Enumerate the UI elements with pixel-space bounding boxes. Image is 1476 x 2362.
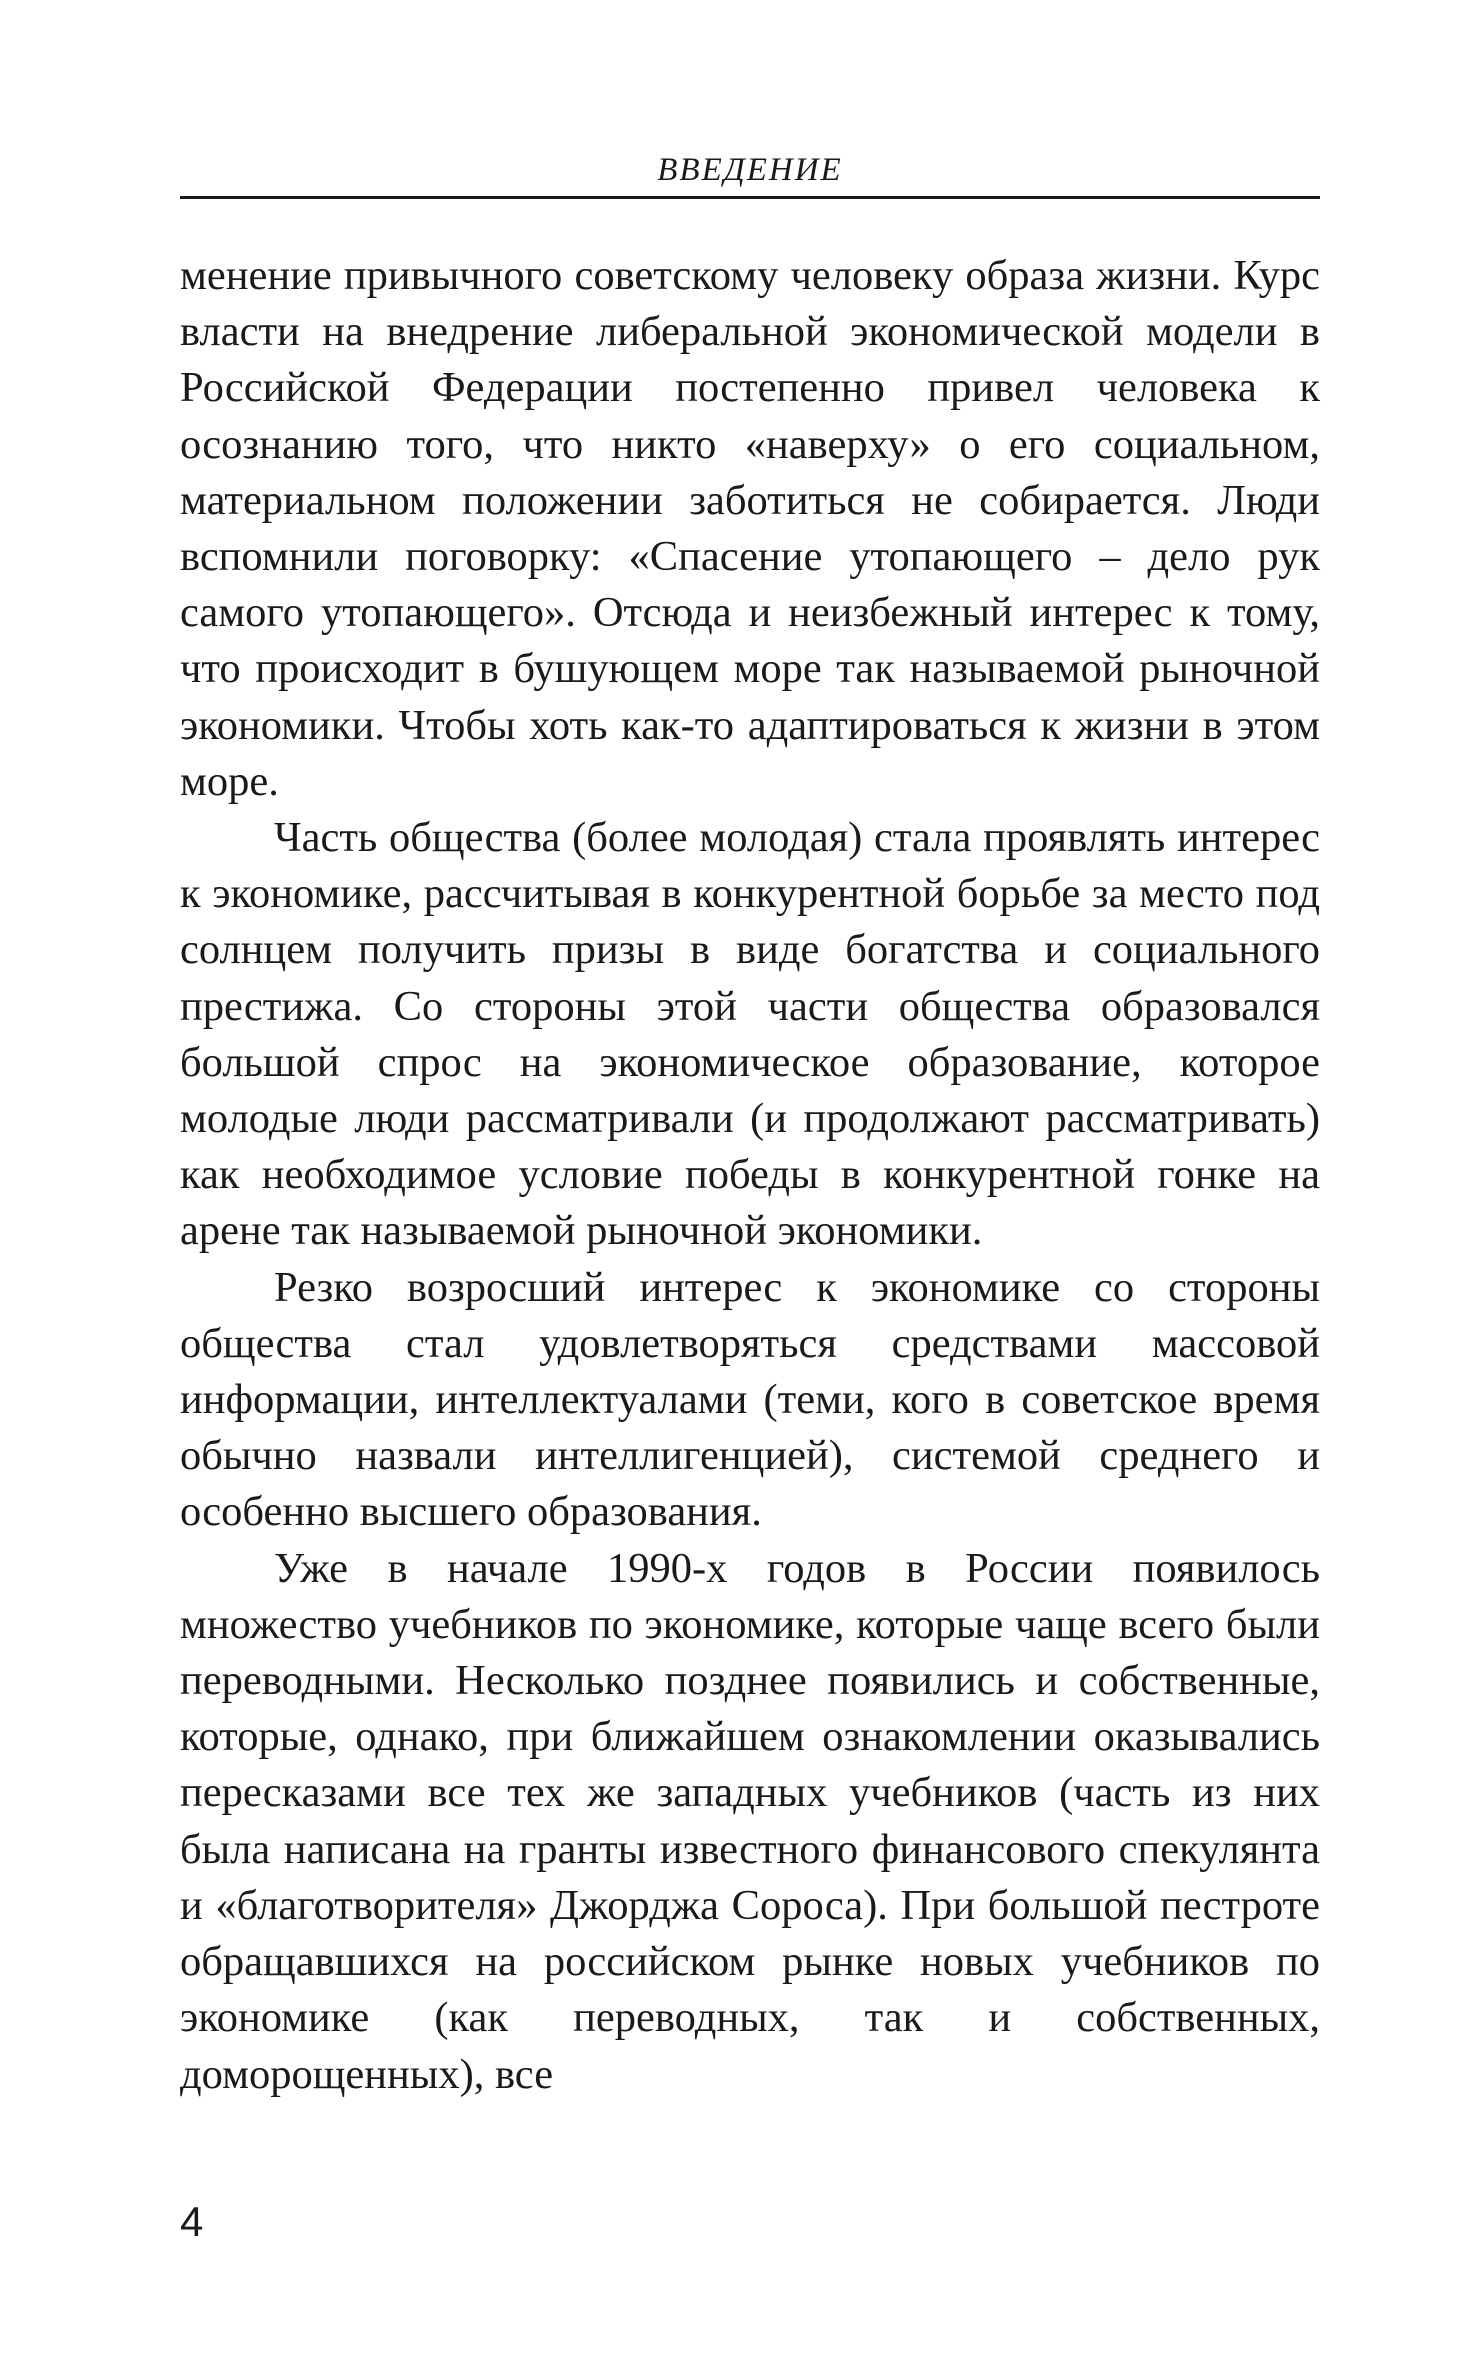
- paragraph: Часть общества (более молодая) стала проявлять интерес к экономике, рассчитывая в конкурентной борьбе за место под солнцем получить призы в виде богатства и социального престижа. Со стороны этой части общества образовался большой спрос на экономическое образование, которое молодые люди рассматривали (и продолжают рассматривать) как необходимое условие победы в конкурентной гонке на арене так называемой рыночной экономики.: [180, 814, 1320, 1255]
- paragraph-continuation: менение привычного советскому человеку образа жизни. Курс власти на внедрение либеральной экономической модели в Российской Федерации постепенно привел человека к осознанию того, что никто «наверху» о его социальном, материальном положении заботиться не собирается. Люди вспомнили поговорку: «Спасение утопающего – дело рук самого утопающего». Отсюда и неизбежный интерес к тому, что происходит в бушующем море так называемой рыночной экономики. Чтобы хоть как-то адаптироваться к жизни в этом море.: [180, 252, 1320, 805]
- header-rule: [180, 196, 1320, 199]
- paragraph: Резко возросший интерес к экономике со стороны общества стал удовлетворяться средствами массовой информации, интеллектуалами (теми, кого в советское время обычно назвали интеллигенцией), системой среднего и особенно высшего образования.: [180, 1263, 1320, 1536]
- body-text: [180, 248, 1320, 2103]
- running-title: ВВЕДЕНИЕ: [657, 152, 843, 188]
- page-number: 4: [180, 2198, 204, 2245]
- paragraph: Уже в начале 1990-х годов в России появилось множество учебников по экономике, которые чаще всего были переводными. Несколько позднее появились и собственные, которые, однако, при ближайшем ознакомлении оказывались пересказами все тех же западных учебников (часть из них была написана на гранты известного финансового спекулянта и «благотворителя» Джорджа Сороса). При большой пестроте обращавшихся на российском рынке новых учебников по экономике (как переводных, так и собственных, доморощенных), все: [180, 1544, 1320, 2098]
